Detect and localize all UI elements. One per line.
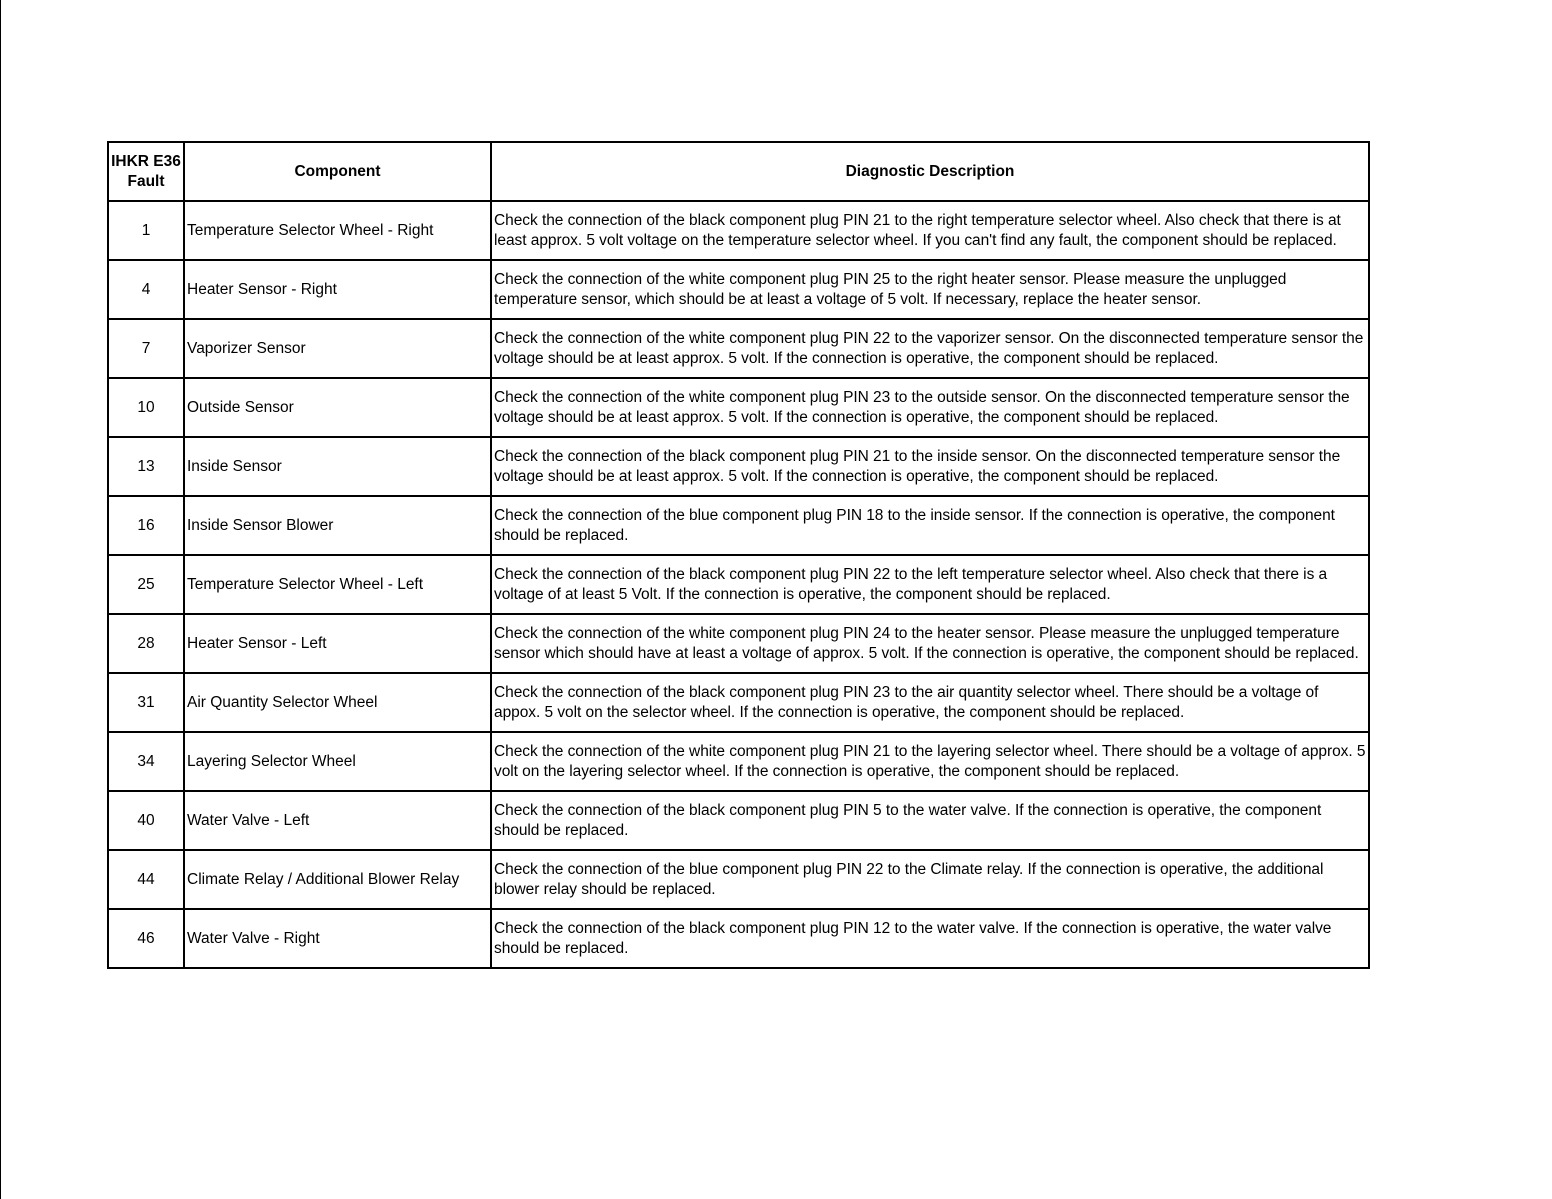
fault-number: 10	[108, 378, 184, 437]
fault-number: 25	[108, 555, 184, 614]
diagnostic-description: Check the connection of the black component plug PIN 12 to the water valve. If the connection is operative, the water valve should be replaced.	[491, 909, 1369, 968]
fault-number: 7	[108, 319, 184, 378]
fault-number: 13	[108, 437, 184, 496]
component-name: Vaporizer Sensor	[184, 319, 491, 378]
table-row	[108, 909, 1369, 968]
diagnostic-description: Check the connection of the white component plug PIN 25 to the right heater sensor. Please measure the unplugged temperature sensor, which should be at least a voltage of 5 volt. If necessary, replace the heater sensor.	[491, 260, 1369, 319]
fault-number: 40	[108, 791, 184, 850]
component-name: Temperature Selector Wheel - Left	[184, 555, 491, 614]
diagnostic-description: Check the connection of the black component plug PIN 5 to the water valve. If the connection is operative, the component should be replaced.	[491, 791, 1369, 850]
table-row	[108, 437, 1369, 496]
table-row	[108, 850, 1369, 909]
fault-number: 1	[108, 201, 184, 260]
component-name: Layering Selector Wheel	[184, 732, 491, 791]
table-row	[108, 673, 1369, 732]
table-row	[108, 201, 1369, 260]
diagnostic-description: Check the connection of the blue component plug PIN 22 to the Climate relay. If the connection is operative, the additional blower relay should be replaced.	[491, 850, 1369, 909]
header-description: Diagnostic Description	[491, 142, 1369, 201]
header-fault: IHKR E36 Fault	[108, 142, 184, 201]
component-name: Water Valve - Right	[184, 909, 491, 968]
table-row	[108, 496, 1369, 555]
table-row	[108, 732, 1369, 791]
component-name: Heater Sensor - Right	[184, 260, 491, 319]
fault-number: 16	[108, 496, 184, 555]
table-row	[108, 791, 1369, 850]
fault-number: 4	[108, 260, 184, 319]
table-body	[108, 201, 1369, 968]
component-name: Water Valve - Left	[184, 791, 491, 850]
component-name: Inside Sensor	[184, 437, 491, 496]
diagnostic-description: Check the connection of the black component plug PIN 21 to the right temperature selector wheel. Also check that there is at least approx. 5 volt voltage on the temperature selector wheel. If you can't find any fault, the component should be replaced.	[491, 201, 1369, 260]
fault-number: 46	[108, 909, 184, 968]
component-name: Heater Sensor - Left	[184, 614, 491, 673]
diagnostic-description: Check the connection of the black component plug PIN 21 to the inside sensor. On the disconnected temperature sensor the voltage should be at least approx. 5 volt. If the connection is operative, the component should be replaced.	[491, 437, 1369, 496]
table-header-row	[108, 142, 1369, 201]
diagnostic-description: Check the connection of the black component plug PIN 22 to the left temperature selector wheel. Also check that there is a voltage of at least 5 Volt. If the connection is operative, the component should be replaced.	[491, 555, 1369, 614]
component-name: Climate Relay / Additional Blower Relay	[184, 850, 491, 909]
fault-number: 44	[108, 850, 184, 909]
component-name: Outside Sensor	[184, 378, 491, 437]
diagnostic-description: Check the connection of the white component plug PIN 21 to the layering selector wheel. There should be a voltage of approx. 5 volt on the layering selector wheel. If the connection is operative, the component should be replaced.	[491, 732, 1369, 791]
table-row	[108, 555, 1369, 614]
fault-table	[107, 141, 1370, 969]
page-left-border	[0, 0, 1, 1199]
component-name: Temperature Selector Wheel - Right	[184, 201, 491, 260]
fault-number: 34	[108, 732, 184, 791]
fault-number: 31	[108, 673, 184, 732]
diagnostic-description: Check the connection of the blue component plug PIN 18 to the inside sensor. If the connection is operative, the component should be replaced.	[491, 496, 1369, 555]
diagnostic-description: Check the connection of the black component plug PIN 23 to the air quantity selector wheel. There should be a voltage of appox. 5 volt on the selector wheel. If the connection is operative, the component should be replaced.	[491, 673, 1369, 732]
table-row	[108, 614, 1369, 673]
diagnostic-description: Check the connection of the white component plug PIN 22 to the vaporizer sensor. On the disconnected temperature sensor the voltage should be at least approx. 5 volt. If the connection is operative, the component should be replaced.	[491, 319, 1369, 378]
diagnostic-description: Check the connection of the white component plug PIN 24 to the heater sensor. Please measure the unplugged temperature sensor which should have at least a voltage of approx. 5 volt. If the connection is operative, the component should be replaced.	[491, 614, 1369, 673]
component-name: Air Quantity Selector Wheel	[184, 673, 491, 732]
header-component: Component	[184, 142, 491, 201]
diagnostic-description: Check the connection of the white component plug PIN 23 to the outside sensor. On the disconnected temperature sensor the voltage should be at least approx. 5 volt. If the connection is operative, the component should be replaced.	[491, 378, 1369, 437]
table-row	[108, 319, 1369, 378]
table-row	[108, 378, 1369, 437]
table-row	[108, 260, 1369, 319]
fault-number: 28	[108, 614, 184, 673]
component-name: Inside Sensor Blower	[184, 496, 491, 555]
